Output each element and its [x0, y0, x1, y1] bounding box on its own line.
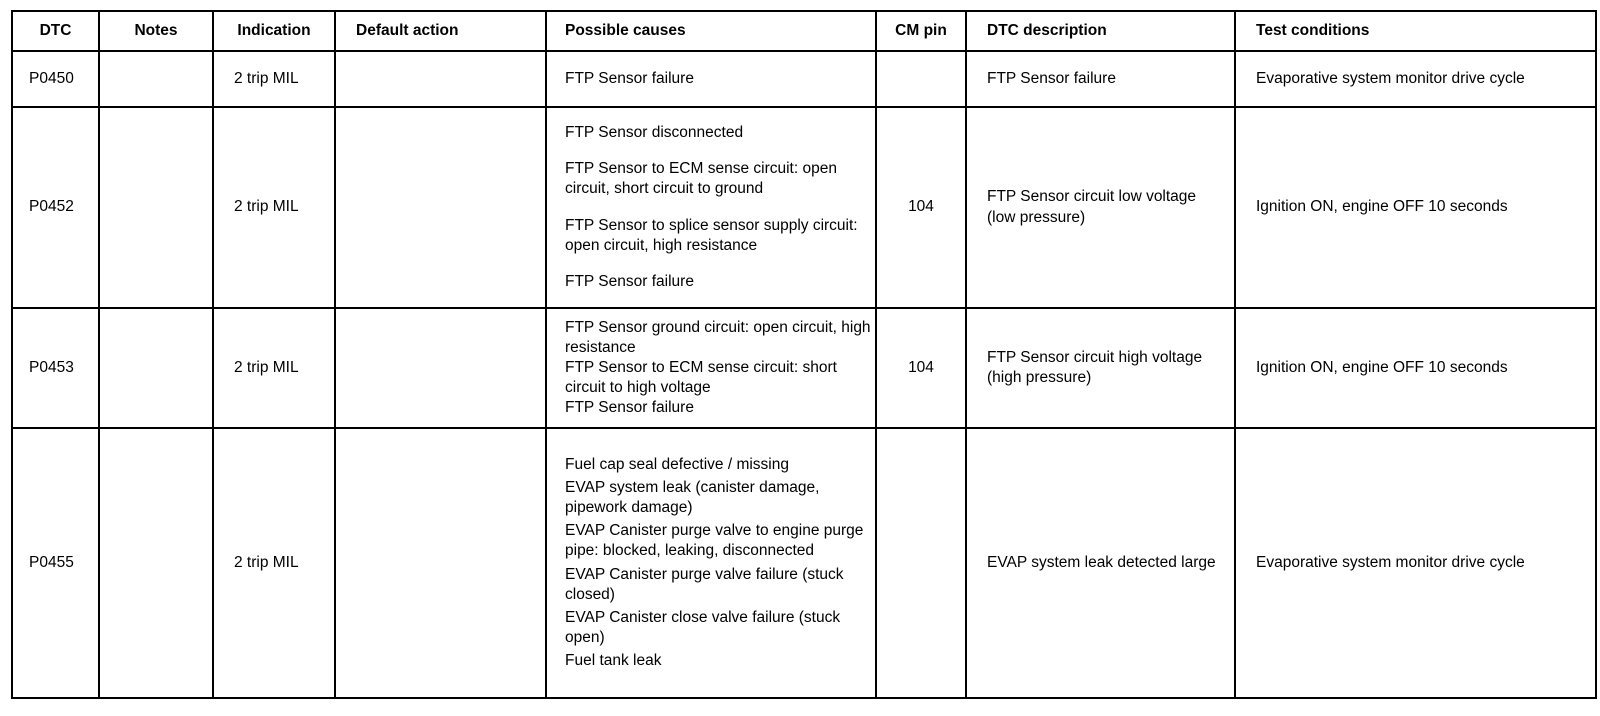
- cause-item: FTP Sensor to ECM sense circuit: open circuit, short circuit to ground: [565, 160, 837, 198]
- possible-causes-cell: [546, 107, 876, 308]
- test-conditions-cell: Evaporative system monitor drive cycle: [1235, 51, 1596, 107]
- cause-item: FTP Sensor failure: [565, 399, 694, 417]
- dtc-code: P0453: [12, 308, 99, 428]
- header-dtc: DTC: [12, 11, 99, 51]
- header-row: [12, 11, 1596, 51]
- header-test-conditions: Test conditions: [1235, 11, 1596, 51]
- test-conditions-cell: Ignition ON, engine OFF 10 seconds: [1235, 308, 1596, 428]
- test-conditions-cell: Evaporative system monitor drive cycle: [1235, 428, 1596, 698]
- cause-item: EVAP Canister purge valve to engine purge pipe: blocked, leaking, disconnected: [565, 522, 864, 560]
- cause-item: FTP Sensor to splice sensor supply circuit: open circuit, high resistance: [565, 216, 858, 254]
- cause-item: FTP Sensor to ECM sense circuit: short circuit to high voltage: [565, 358, 837, 397]
- cm-pin-cell: 104: [876, 308, 966, 428]
- indication-cell: 2 trip MIL: [213, 308, 335, 428]
- cause-item: Fuel cap seal defective / missing: [565, 455, 789, 473]
- cm-pin-cell: [876, 428, 966, 698]
- cause-list: [565, 455, 871, 671]
- cause-item: FTP Sensor disconnected: [565, 124, 744, 142]
- notes-cell: [99, 107, 213, 308]
- possible-causes-cell: [546, 51, 876, 107]
- dtc-description-cell: FTP Sensor circuit low voltage (low pressure): [966, 107, 1235, 308]
- possible-causes-cell: [546, 428, 876, 698]
- cause-list: [565, 69, 871, 89]
- notes-cell: [99, 51, 213, 107]
- cause-list: [565, 318, 871, 419]
- table-row: [12, 51, 1596, 107]
- header-indication: Indication: [213, 11, 335, 51]
- indication-cell: 2 trip MIL: [213, 107, 335, 308]
- table-row: [12, 308, 1596, 428]
- indication-cell: 2 trip MIL: [213, 51, 335, 107]
- cause-item: EVAP Canister purge valve failure (stuck closed): [565, 565, 844, 603]
- dtc-code: P0455: [12, 428, 99, 698]
- header-cm-pin: CM pin: [876, 11, 966, 51]
- header-possible-causes: Possible causes: [546, 11, 876, 51]
- dtc-description-cell: EVAP system leak detected large: [966, 428, 1235, 698]
- header-default-action: Default action: [335, 11, 546, 51]
- notes-cell: [99, 308, 213, 428]
- cause-item: FTP Sensor ground circuit: open circuit, high resistance: [565, 318, 871, 356]
- possible-causes-cell: [546, 308, 876, 428]
- cause-item: Fuel tank leak: [565, 652, 662, 670]
- dtc-table: [11, 10, 1597, 699]
- table-row: [12, 428, 1596, 698]
- default-action-cell: [335, 308, 546, 428]
- header-notes: Notes: [99, 11, 213, 51]
- default-action-cell: [335, 51, 546, 107]
- cm-pin-cell: 104: [876, 107, 966, 308]
- cm-pin-cell: [876, 51, 966, 107]
- dtc-code: P0452: [12, 107, 99, 308]
- table-row: [12, 107, 1596, 308]
- cause-item: FTP Sensor failure: [565, 272, 694, 290]
- indication-cell: 2 trip MIL: [213, 428, 335, 698]
- cause-list: [565, 123, 871, 292]
- test-conditions-cell: Ignition ON, engine OFF 10 seconds: [1235, 107, 1596, 308]
- default-action-cell: [335, 428, 546, 698]
- default-action-cell: [335, 107, 546, 308]
- dtc-code: P0450: [12, 51, 99, 107]
- header-dtc-description: DTC description: [966, 11, 1235, 51]
- cause-item: EVAP system leak (canister damage, pipework damage): [565, 478, 820, 517]
- dtc-description-cell: FTP Sensor failure: [966, 51, 1235, 107]
- cause-item: FTP Sensor failure: [565, 69, 694, 87]
- notes-cell: [99, 428, 213, 698]
- dtc-description-cell: FTP Sensor circuit high voltage (high pressure): [966, 308, 1235, 428]
- cause-item: EVAP Canister close valve failure (stuck open): [565, 608, 841, 646]
